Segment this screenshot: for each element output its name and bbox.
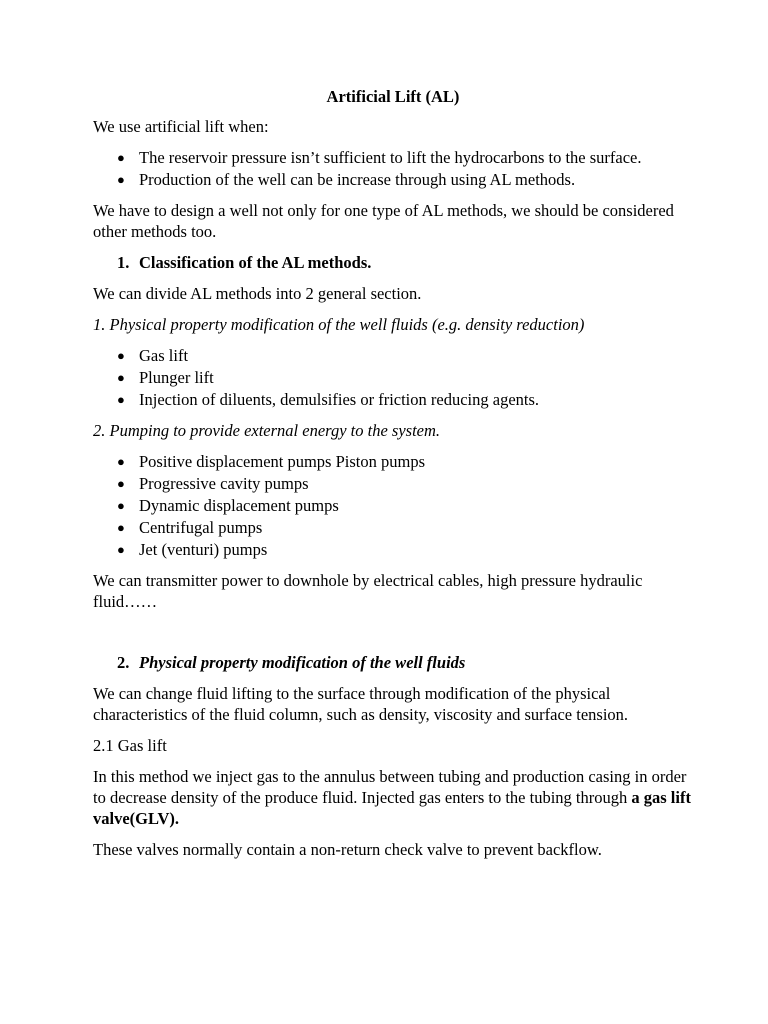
list-item: ● Gas lift [117, 346, 189, 365]
section-2-heading-text: Physical property modification of the well fluids [139, 653, 466, 672]
section-1-text: We can divide AL methods into 2 general section. [93, 284, 422, 303]
section-2-heading [93, 652, 693, 673]
list-item: ● Dynamic displacement pumps [117, 496, 339, 515]
section-1-number: 1. [117, 253, 130, 272]
gas-lift-subheading: 2.1 Gas lift [93, 736, 167, 755]
section-2-number: 2. [117, 653, 130, 672]
power-note: We can transmitter power to downhole by electrical cables, high pressure hydraulic fluid…… [93, 571, 643, 611]
bullet-icon: ● [117, 498, 125, 513]
list-item: ● Production of the well can be increase through using AL methods. [117, 170, 576, 189]
list-item: ● Plunger lift [117, 368, 214, 387]
list-item: ● Jet (venturi) pumps [117, 540, 268, 559]
bullet-icon: ● [117, 150, 125, 165]
bullet-icon: ● [117, 542, 125, 557]
subsection-1-list [93, 345, 693, 410]
spacer [93, 622, 693, 652]
list-item: ● Progressive cavity pumps [117, 474, 309, 493]
bullet-icon: ● [117, 476, 125, 491]
gas-lift-valve-term: a gas lift valve(GLV). [93, 788, 691, 828]
subsection-2-list [93, 451, 693, 560]
subsection-2-label: 2. Pumping to provide external energy to the system. [93, 421, 441, 440]
gas-lift-paragraph: In this method we inject gas to the annulus between tubing and production casing in order to decrease density of the produce fluid. Injected gas enters to the tubing through a gas lift valve(GLV). [93, 767, 691, 828]
document-page [93, 86, 693, 870]
intro-bullet-list [93, 147, 693, 190]
section-2-text: We can change fluid lifting to the surface through modification of the physical characteristics of the fluid column, such as density, viscosity and surface tension. [93, 684, 629, 724]
intro-text: We use artificial lift when: [93, 117, 269, 136]
bullet-icon: ● [117, 370, 125, 385]
subsection-1-label: 1. Physical property modification of the well fluids (e.g. density reduction) [93, 315, 585, 334]
list-item: ● Positive displacement pumps Piston pumps [117, 452, 426, 471]
bullet-icon: ● [117, 392, 125, 407]
bullet-icon: ● [117, 454, 125, 469]
list-item: ● Injection of diluents, demulsifies or friction reducing agents. [117, 390, 540, 409]
list-item: ● Centrifugal pumps [117, 518, 263, 537]
bullet-icon: ● [117, 520, 125, 535]
document-title: Artificial Lift (AL) [326, 87, 460, 106]
list-item: ● The reservoir pressure isn’t sufficient to lift the hydrocarbons to the surface. [117, 148, 642, 167]
section-1-heading [93, 252, 693, 273]
section-1-heading-text: Classification of the AL methods. [139, 253, 372, 272]
design-note: We have to design a well not only for one type of AL methods, we should be considered other methods too. [93, 201, 674, 241]
bullet-icon: ● [117, 172, 125, 187]
bullet-icon: ● [117, 348, 125, 363]
valve-note: These valves normally contain a non-return check valve to prevent backflow. [93, 840, 602, 859]
